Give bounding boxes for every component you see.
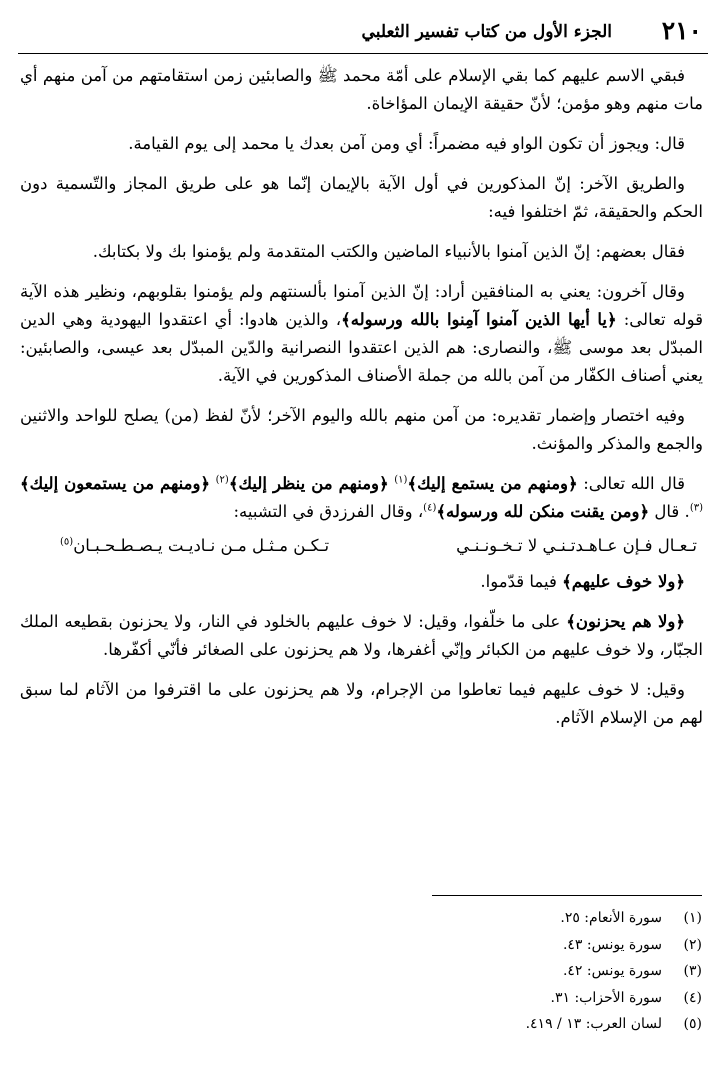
footnote-text: سورة يونس: ٤٢. — [562, 963, 662, 979]
quran-quote: ﴿ومن يقنت منكن لله ورسوله﴾ — [436, 502, 650, 521]
text-run: على ما خلّفوا، وقيل: لا خوف عليهم بالخلود في النار، ولا يحزنون بقطيعه الملك الجبّار، ولا خوف عليهم من الكبائر وإنّي أغفرها، ولا هم يحزنون على الصغائر فأنّي أكفّرها. — [20, 612, 703, 659]
footnote — [302, 958, 702, 985]
quran-quote: ﴿ولا هم يحزنون﴾ — [566, 612, 686, 631]
footnote — [302, 1011, 702, 1038]
footnote-ref: (٤) — [423, 502, 437, 514]
paragraph: والطريق الآخر: إنّ المذكورين في أول الآية بالإيمان إنّما هو على طريق المجاز والتّسمية دون الحكم والحقيقة، ثمّ اختلفوا فيه: — [20, 174, 703, 221]
footnote — [302, 985, 702, 1012]
quran-quote: ﴿ومنهم من ينظر إليك﴾ — [228, 474, 389, 493]
footnote-rule — [432, 895, 702, 896]
footnote-text: سورة يونس: ٤٣. — [562, 936, 662, 953]
paragraph — [20, 470, 703, 526]
paragraph: قال: ويجوز أن تكون الواو فيه مضمراً: أي ومن آمن بعدك يا محمد إلى يوم القيامة. — [128, 134, 685, 153]
footnote — [302, 905, 702, 932]
text-run: ، والذين هادوا: أي اعتقدوا اليهودية وهي الدين المبدّل بعد موسى ﷺ، والنصارى: هم الذين اعتقدوا النصرانية والدّين المبدّل بعد عيسى، والصابئين: يعني أصناف الكفّار من آمن بالله من جملة الأصناف المذكورين في الآية. — [20, 310, 703, 385]
paragraph: وقيل: لا خوف عليهم فيما تعاطوا من الإجرام، ولا هم يحزنون على ما اقترفوا من الآثام لما سبق لهم من الإسلام الآثام. — [20, 680, 703, 727]
footnote — [302, 932, 702, 959]
page-number: ٢١٠ — [661, 16, 702, 45]
footnote-text: لسان العرب: ١٣ / ٤١٩. — [525, 1016, 662, 1032]
footnote-ref: (١) — [394, 474, 408, 486]
quran-quote: ﴿ومنهم من يستمعون إليك﴾ — [20, 474, 211, 493]
body-text — [20, 62, 703, 738]
paragraph: فقال بعضهم: إنّ الذين آمنوا بالأنبياء الماضين والكتب المتقدمة ولم يؤمنوا بك ولا بكتابك. — [92, 242, 685, 261]
poetry-verse — [20, 532, 703, 560]
text-run: تـكـن مـثـل مـن نـاديـت يـصـطـحـبـان — [73, 536, 330, 555]
footnote-number: (٢) — [683, 936, 702, 953]
verse-first-hemistich: تـعـال فـإن عـاهـدتـنـي لا تـخـونـنـي — [456, 536, 697, 555]
paragraph: وفيه اختصار وإضمار تقديره: من آمن منهم بالله واليوم الآخر؛ لأنّ لفظ (من) يصلح للواحد والاثنين والجمع والمذكر والمؤنث. — [20, 406, 703, 453]
footnote-ref: (٢) — [215, 474, 229, 486]
footnote-number: (٤) — [683, 989, 702, 1006]
paragraph — [20, 608, 703, 664]
footnotes — [302, 905, 702, 1038]
footnote-text: سورة الأنعام: ٢٥. — [560, 910, 662, 926]
header-rule — [18, 53, 708, 54]
text-run: قال الله تعالى: — [583, 474, 686, 493]
quran-quote: ﴿ولا خوف عليهم﴾ — [562, 572, 685, 591]
text-run: وقال آخرون: يعني به المنافقين أراد: إنّ الذين آمنوا بألسنتهم ولم يؤمنوا بقلوبهم، ونظير هذه الآية قوله تعالى: — [20, 282, 703, 329]
running-title: الجزء الأول من كتاب تفسير الثعلبي — [361, 22, 612, 42]
paragraph — [20, 568, 703, 596]
page-header — [18, 14, 708, 54]
text-run: . قال — [654, 502, 690, 521]
text-run: فيما قدّموا. — [480, 572, 563, 591]
footnote-ref: (٥) — [60, 536, 74, 548]
footnote-number: (٣) — [683, 963, 702, 979]
footnote-ref: (٣) — [689, 502, 703, 514]
verse-second-hemistich — [60, 532, 329, 560]
text-run: ، وقال الفرزدق في التشبيه: — [233, 502, 424, 521]
quran-quote: ﴿ومنهم من يستمع إليك﴾ — [407, 474, 578, 493]
footnote-text: سورة الأحزاب: ٣١. — [550, 989, 662, 1006]
footnote-number: (٥) — [683, 1016, 702, 1032]
quran-quote: ﴿يا أيها الذين آمنوا آمِنوا بالله ورسوله﴾ — [341, 310, 617, 329]
paragraph — [20, 278, 703, 390]
paragraph: فبقي الاسم عليهم كما بقي الإسلام على أمّة محمد ﷺ والصابئين زمن استقامتهم من آمن منهم أي مات منهم وهو مؤمن؛ لأنّ حقيقة الإيمان المؤاخاة. — [20, 66, 703, 113]
footnote-number: (١) — [683, 910, 702, 926]
